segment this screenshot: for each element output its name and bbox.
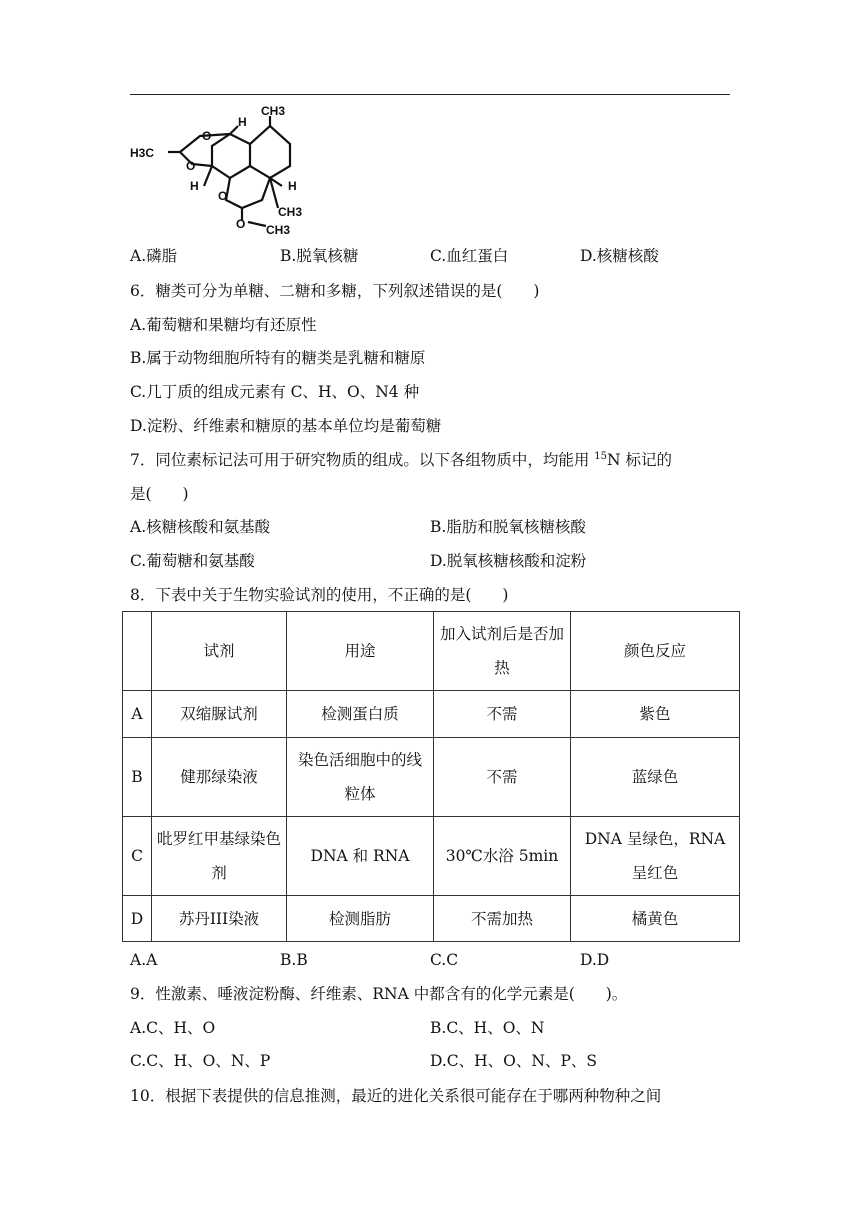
q9-stem: 9．性激素、唾液淀粉酶、纤维素、RNA 中都含有的化学元素是( )。 bbox=[130, 985, 628, 1003]
q9-option-d: D.C、H、O、N、P、S bbox=[430, 1052, 597, 1070]
q7-option-d: D.脱氧核糖核酸和淀粉 bbox=[430, 552, 587, 570]
table-row bbox=[123, 691, 740, 738]
table-cell: 不需 bbox=[434, 691, 571, 738]
q5-option-a: A.磷脂 bbox=[130, 247, 178, 265]
q9-option-c: C.C、H、O、N、P bbox=[130, 1052, 271, 1070]
q9-option-b: B.C、H、O、N bbox=[430, 1019, 545, 1037]
table-cell: B bbox=[123, 738, 152, 817]
q7-stem-line2: 是( ) bbox=[130, 485, 189, 503]
q6-option-a: A.葡萄糖和果糖均有还原性 bbox=[130, 316, 317, 334]
table-cell: C bbox=[123, 817, 152, 896]
table-header-cell: 加入试剂后是否加热 bbox=[434, 612, 571, 691]
methyl-label: CH3 bbox=[278, 205, 303, 219]
table-cell: 不需加热 bbox=[434, 896, 571, 942]
oxygen-label: O bbox=[236, 217, 246, 231]
q7-stem-text-end: N 标记的 bbox=[607, 451, 673, 469]
q7-stem bbox=[130, 449, 672, 471]
q7-option-a: A.核糖核酸和氨基酸 bbox=[130, 518, 271, 536]
header-rule bbox=[130, 94, 730, 95]
q7-option-b: B.脂肪和脱氧核糖核酸 bbox=[430, 518, 586, 536]
q5-option-d: D.核糖核酸 bbox=[580, 247, 659, 265]
table-row bbox=[123, 738, 740, 817]
table-header-cell bbox=[123, 612, 152, 691]
table-row bbox=[123, 896, 740, 942]
table-cell: 苏丹III染液 bbox=[152, 896, 287, 942]
oxygen-label: O bbox=[218, 189, 228, 203]
table-cell: DNA 和 RNA bbox=[287, 817, 434, 896]
methyl-label: CH3 bbox=[266, 223, 291, 237]
q8-option-d: D.D bbox=[580, 951, 610, 969]
table-cell: 橘黄色 bbox=[571, 896, 740, 942]
table-cell: 检测蛋白质 bbox=[287, 691, 434, 738]
hydrogen-label: H bbox=[190, 179, 199, 193]
hydrogen-label: H bbox=[288, 179, 297, 193]
isotope-mass-number: 15 bbox=[594, 451, 608, 462]
q6-option-b: B.属于动物细胞所特有的糖类是乳糖和糖原 bbox=[130, 349, 426, 367]
oxygen-label: O bbox=[202, 129, 212, 143]
table-cell: 染色活细胞中的线粒体 bbox=[287, 738, 434, 817]
table-cell: 健那绿染液 bbox=[152, 738, 287, 817]
table-cell: 双缩脲试剂 bbox=[152, 691, 287, 738]
table-cell: D bbox=[123, 896, 152, 942]
q8-option-c: C.C bbox=[430, 951, 459, 969]
q7-option-c: C.葡萄糖和氨基酸 bbox=[130, 552, 255, 570]
q5-option-c: C.血红蛋白 bbox=[430, 247, 509, 265]
methyl-left-label: H3C bbox=[130, 146, 155, 160]
table-cell: DNA 呈绿色，RNA 呈红色 bbox=[571, 817, 740, 896]
table-row bbox=[123, 817, 740, 896]
artemether-structure-diagram bbox=[130, 104, 320, 238]
q8-option-b: B.B bbox=[280, 951, 308, 969]
table-cell: 蓝绿色 bbox=[571, 738, 740, 817]
reagent-table bbox=[122, 611, 740, 942]
methyl-top-label: CH3 bbox=[261, 104, 286, 118]
table-cell: A bbox=[123, 691, 152, 738]
q6-option-d: D.淀粉、纤维素和糖原的基本单位均是葡萄糖 bbox=[130, 417, 442, 435]
table-cell: 吡罗红甲基绿染色剂 bbox=[152, 817, 287, 896]
table-header-cell: 试剂 bbox=[152, 612, 287, 691]
table-header-row bbox=[123, 612, 740, 691]
table-header-cell: 颜色反应 bbox=[571, 612, 740, 691]
q8-stem: 8．下表中关于生物实验试剂的使用，不正确的是( ) bbox=[130, 586, 509, 604]
q5-option-b: B.脱氧核糖 bbox=[280, 247, 359, 265]
q6-stem: 6．糖类可分为单糖、二糖和多糖，下列叙述错误的是( ) bbox=[130, 282, 540, 300]
q7-stem-text: 7．同位素标记法可用于研究物质的组成。以下各组物质中，均能用 bbox=[130, 451, 595, 469]
q9-option-a: A.C、H、O bbox=[130, 1019, 216, 1037]
table-cell: 检测脂肪 bbox=[287, 896, 434, 942]
table-cell: 不需 bbox=[434, 738, 571, 817]
table-header-cell: 用途 bbox=[287, 612, 434, 691]
q10-stem: 10．根据下表提供的信息推测，最近的进化关系很可能存在于哪两种物种之间 bbox=[130, 1087, 662, 1105]
table-cell: 紫色 bbox=[571, 691, 740, 738]
q8-option-a: A.A bbox=[130, 951, 158, 969]
table-cell: 30℃水浴 5min bbox=[434, 817, 571, 896]
q6-option-c: C.几丁质的组成元素有 C、H、O、N4 种 bbox=[130, 383, 420, 401]
hydrogen-label: H bbox=[238, 115, 247, 129]
oxygen-label: O bbox=[186, 159, 196, 173]
